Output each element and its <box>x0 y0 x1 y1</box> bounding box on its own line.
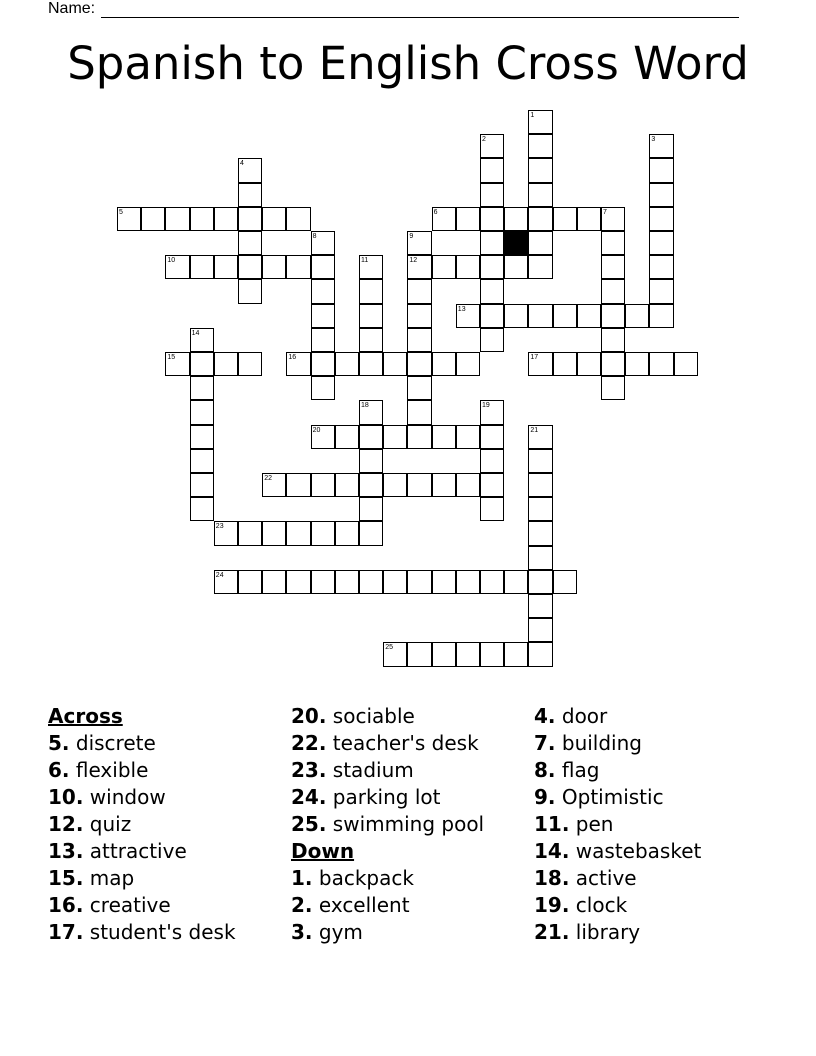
clue-number: 15 <box>167 354 176 361</box>
clue-item <box>534 865 701 892</box>
clue-item-number: 24. <box>291 785 327 809</box>
clue-item-text: window <box>89 785 166 809</box>
grid-cell[interactable] <box>407 304 431 328</box>
grid-cell[interactable] <box>286 473 310 497</box>
clue-item <box>291 757 484 784</box>
grid-cell[interactable] <box>528 521 552 545</box>
grid-cell[interactable] <box>480 207 504 231</box>
grid-cell[interactable] <box>190 473 214 497</box>
grid-cell[interactable] <box>528 594 552 618</box>
grid-cell[interactable] <box>214 255 238 279</box>
grid-cell[interactable] <box>311 376 335 400</box>
clue-item <box>48 757 236 784</box>
grid-cell[interactable] <box>456 207 480 231</box>
clue-item-text: parking lot <box>332 785 441 809</box>
grid-cell[interactable] <box>456 255 480 279</box>
grid-cell[interactable] <box>649 207 673 231</box>
clue-number: 18 <box>361 402 369 410</box>
clue-number: 23 <box>215 523 224 531</box>
grid-cell[interactable] <box>407 279 431 303</box>
grid-cell[interactable] <box>238 207 262 231</box>
grid-cell[interactable] <box>649 255 673 279</box>
clue-item <box>48 811 236 838</box>
clue-item-text: excellent <box>318 893 410 917</box>
grid-cell[interactable] <box>262 255 286 279</box>
clue-item-text: library <box>575 920 641 944</box>
grid-cell[interactable] <box>335 570 359 594</box>
clue-column-3 <box>534 703 701 946</box>
grid-cell[interactable] <box>528 497 552 521</box>
grid-cell[interactable] <box>190 255 214 279</box>
grid-cell[interactable] <box>359 570 383 594</box>
grid-cell[interactable] <box>480 158 504 182</box>
grid-cell[interactable] <box>359 473 383 497</box>
clue-item-text: flag <box>561 758 600 782</box>
clue-number: 5 <box>119 208 123 216</box>
grid-cell[interactable] <box>456 473 480 497</box>
grid-cell[interactable] <box>480 473 504 497</box>
grid-cell[interactable] <box>432 425 456 449</box>
grid-cell[interactable] <box>504 207 528 231</box>
grid-cell[interactable] <box>528 134 552 158</box>
page-title: Spanish to English Cross Word <box>67 37 749 90</box>
grid-cell[interactable] <box>286 521 310 545</box>
grid-cell[interactable] <box>359 449 383 473</box>
clue-number: 4 <box>240 160 244 168</box>
grid-cell[interactable] <box>335 425 359 449</box>
clue-item <box>534 757 701 784</box>
grid-cell[interactable] <box>262 207 286 231</box>
grid-cell[interactable] <box>286 207 310 231</box>
grid-cell[interactable] <box>504 304 528 328</box>
grid-cell[interactable] <box>359 352 383 376</box>
grid-cell[interactable] <box>407 570 431 594</box>
across-heading: Across <box>48 704 123 728</box>
clue-item-number: 25. <box>291 812 327 836</box>
grid-cell[interactable] <box>238 231 262 255</box>
grid-cell[interactable] <box>359 304 383 328</box>
grid-cell[interactable] <box>311 521 335 545</box>
clue-item <box>534 703 701 730</box>
grid-cell[interactable] <box>456 570 480 594</box>
grid-cell[interactable] <box>504 642 528 666</box>
clue-item <box>534 892 701 919</box>
clue-item-number: 14. <box>534 839 570 863</box>
grid-cell[interactable] <box>528 546 552 570</box>
grid-cell[interactable] <box>190 497 214 521</box>
clue-item-number: 15. <box>48 866 84 890</box>
clue-item-number: 4. <box>534 704 556 728</box>
grid-cell[interactable] <box>528 570 552 594</box>
grid-cell[interactable] <box>528 304 552 328</box>
clue-number: 11 <box>361 257 369 265</box>
clue-item <box>534 838 701 865</box>
grid-cell[interactable] <box>262 570 286 594</box>
grid-cell[interactable] <box>649 352 673 376</box>
clue-number: 14 <box>191 329 200 337</box>
grid-cell[interactable] <box>407 425 431 449</box>
grid-cell[interactable] <box>528 473 552 497</box>
clue-item-text: quiz <box>89 812 132 836</box>
clue-item-text: map <box>89 866 135 890</box>
grid-cell[interactable] <box>480 279 504 303</box>
clue-number: 12 <box>409 257 418 265</box>
clue-number: 10 <box>167 257 176 265</box>
grid-cell[interactable] <box>311 304 335 328</box>
grid-cell[interactable] <box>335 521 359 545</box>
clue-item-number: 2. <box>291 893 313 917</box>
grid-cell[interactable] <box>359 425 383 449</box>
clue-item <box>291 865 484 892</box>
clue-item-text: gym <box>318 920 363 944</box>
grid-cell[interactable] <box>214 207 238 231</box>
clue-item <box>291 784 484 811</box>
grid-cell[interactable] <box>480 328 504 352</box>
grid-cell[interactable] <box>407 352 431 376</box>
clue-column-2 <box>291 703 484 946</box>
grid-cell[interactable] <box>601 328 625 352</box>
clue-item-number: 20. <box>291 704 327 728</box>
clue-item-number: 9. <box>534 785 556 809</box>
grid-cell[interactable] <box>432 352 456 376</box>
clue-item <box>48 865 236 892</box>
clue-number: 7 <box>603 208 607 216</box>
clue-item <box>48 784 236 811</box>
clue-number: 13 <box>457 305 466 313</box>
grid-cell[interactable] <box>190 352 214 376</box>
grid-cell[interactable] <box>286 255 310 279</box>
grid-cell[interactable] <box>238 255 262 279</box>
clue-number: 20 <box>312 426 321 434</box>
grid-cell[interactable] <box>383 570 407 594</box>
clue-item-number: 7. <box>534 731 556 755</box>
grid-cell[interactable] <box>480 642 504 666</box>
grid-cell[interactable] <box>625 352 649 376</box>
grid-cell[interactable] <box>625 304 649 328</box>
clue-item-text: attractive <box>89 839 187 863</box>
clue-item-number: 1. <box>291 866 313 890</box>
grid-cell[interactable] <box>528 449 552 473</box>
grid-cell[interactable] <box>553 304 577 328</box>
grid-cell[interactable] <box>528 183 552 207</box>
clue-item-number: 16. <box>48 893 84 917</box>
grid-cell[interactable] <box>601 255 625 279</box>
grid-cell[interactable] <box>407 473 431 497</box>
grid-cell[interactable] <box>359 497 383 521</box>
black-cell <box>504 231 528 255</box>
clue-item <box>48 730 236 757</box>
grid-cell[interactable] <box>480 570 504 594</box>
grid-cell[interactable] <box>214 352 238 376</box>
name-label: Name: <box>48 0 96 17</box>
grid-cell[interactable] <box>649 304 673 328</box>
grid-cell[interactable] <box>383 425 407 449</box>
grid-cell[interactable] <box>432 570 456 594</box>
grid-cell[interactable] <box>504 255 528 279</box>
grid-cell[interactable] <box>335 352 359 376</box>
grid-cell[interactable] <box>480 231 504 255</box>
grid-cell[interactable] <box>359 279 383 303</box>
grid-cell[interactable] <box>480 183 504 207</box>
grid-cell[interactable] <box>528 207 552 231</box>
clue-item-text: teacher's desk <box>332 731 479 755</box>
grid-cell[interactable] <box>528 158 552 182</box>
clue-item-number: 8. <box>534 758 556 782</box>
clue-item-text: wastebasket <box>575 839 702 863</box>
grid-cell[interactable] <box>528 618 552 642</box>
clue-item-number: 22. <box>291 731 327 755</box>
clue-item-text: swimming pool <box>332 812 485 836</box>
clue-item-number: 6. <box>48 758 70 782</box>
clue-item <box>534 730 701 757</box>
grid-cell[interactable] <box>577 207 601 231</box>
clue-item-text: pen <box>575 812 614 836</box>
clue-item-number: 12. <box>48 812 84 836</box>
clue-item-text: active <box>575 866 637 890</box>
grid-cell[interactable] <box>165 207 189 231</box>
down-heading: Down <box>291 839 355 863</box>
clue-number: 21 <box>530 426 539 434</box>
grid-cell[interactable] <box>407 642 431 666</box>
clue-item-number: 13. <box>48 839 84 863</box>
clue-item <box>291 919 484 946</box>
grid-cell[interactable] <box>359 521 383 545</box>
grid-cell[interactable] <box>649 279 673 303</box>
clue-item <box>48 919 236 946</box>
grid-cell[interactable] <box>480 497 504 521</box>
clue-item-number: 11. <box>534 812 570 836</box>
grid-cell[interactable] <box>504 570 528 594</box>
clue-number: 2 <box>482 136 486 144</box>
clue-item-text: building <box>561 731 642 755</box>
clue-item <box>534 784 701 811</box>
grid-cell[interactable] <box>190 376 214 400</box>
grid-cell[interactable] <box>238 183 262 207</box>
grid-cell[interactable] <box>190 449 214 473</box>
clue-item-number: 19. <box>534 893 570 917</box>
grid-cell[interactable] <box>311 352 335 376</box>
grid-cell[interactable] <box>480 304 504 328</box>
grid-cell[interactable] <box>190 425 214 449</box>
clue-item-text: flexible <box>75 758 149 782</box>
grid-cell[interactable] <box>528 231 552 255</box>
clue-number: 3 <box>651 136 656 144</box>
grid-cell[interactable] <box>190 400 214 424</box>
clue-number: 24 <box>215 571 224 579</box>
clue-item-text: Optimistic <box>561 785 664 809</box>
clue-item-text: clock <box>575 893 628 917</box>
clue-item <box>291 730 484 757</box>
clue-item-number: 10. <box>48 785 84 809</box>
clue-item <box>48 838 236 865</box>
clue-item <box>291 892 484 919</box>
clue-number: 25 <box>385 644 393 652</box>
grid-cell[interactable] <box>480 255 504 279</box>
clue-item-number: 23. <box>291 758 327 782</box>
clue-item <box>534 811 701 838</box>
clue-item-text: stadium <box>332 758 414 782</box>
clue-number: 17 <box>530 354 539 361</box>
clue-item-text: backpack <box>318 866 414 890</box>
clue-number: 19 <box>482 402 490 410</box>
clue-item-number: 5. <box>48 731 70 755</box>
grid-cell[interactable] <box>601 376 625 400</box>
clue-number: 16 <box>288 354 297 361</box>
grid-cell[interactable] <box>601 352 625 376</box>
clue-number: 9 <box>409 233 414 240</box>
grid-cell[interactable] <box>456 352 480 376</box>
clue-item <box>534 919 701 946</box>
grid-cell[interactable] <box>238 570 262 594</box>
grid-cell[interactable] <box>601 304 625 328</box>
grid-cell[interactable] <box>553 352 577 376</box>
clue-number: 22 <box>264 475 272 482</box>
grid-cell[interactable] <box>528 255 552 279</box>
grid-cell[interactable] <box>383 473 407 497</box>
clue-item-text: door <box>561 704 608 728</box>
grid-cell[interactable] <box>456 425 480 449</box>
grid-cell[interactable] <box>238 352 262 376</box>
grid-cell[interactable] <box>311 328 335 352</box>
grid-cell[interactable] <box>432 642 456 666</box>
grid-cell[interactable] <box>432 255 456 279</box>
grid-cell[interactable] <box>601 231 625 255</box>
grid-cell[interactable] <box>674 352 698 376</box>
clue-item-text: creative <box>89 893 171 917</box>
clue-number: 6 <box>433 208 438 216</box>
grid-cell[interactable] <box>407 376 431 400</box>
clue-item-number: 17. <box>48 920 84 944</box>
grid-cell[interactable] <box>577 352 601 376</box>
grid-cell[interactable] <box>190 207 214 231</box>
grid-cell[interactable] <box>553 207 577 231</box>
grid-cell[interactable] <box>649 183 673 207</box>
grid-cell[interactable] <box>311 279 335 303</box>
grid-cell[interactable] <box>577 304 601 328</box>
clue-number: 1 <box>530 112 535 119</box>
grid-cell[interactable] <box>238 279 262 303</box>
grid-cell[interactable] <box>649 158 673 182</box>
grid-cell[interactable] <box>407 400 431 424</box>
grid-cell[interactable] <box>262 521 286 545</box>
clue-item-number: 18. <box>534 866 570 890</box>
grid-cell[interactable] <box>480 425 504 449</box>
clue-item-text: student's desk <box>89 920 236 944</box>
grid-cell[interactable] <box>311 570 335 594</box>
grid-cell[interactable] <box>286 570 310 594</box>
clue-item-text: discrete <box>75 731 156 755</box>
grid-cell[interactable] <box>432 473 456 497</box>
grid-cell[interactable] <box>311 255 335 279</box>
grid-cell[interactable] <box>141 207 165 231</box>
clue-item <box>291 703 484 730</box>
clue-item-number: 21. <box>534 920 570 944</box>
grid-cell[interactable] <box>601 279 625 303</box>
grid-cell[interactable] <box>553 570 577 594</box>
grid-cell[interactable] <box>359 328 383 352</box>
clue-number: 8 <box>312 233 317 240</box>
grid-cell[interactable] <box>480 449 504 473</box>
grid-cell[interactable] <box>649 231 673 255</box>
grid-cell[interactable] <box>383 352 407 376</box>
clue-item-number: 3. <box>291 920 313 944</box>
clue-item <box>291 811 484 838</box>
clue-item <box>48 892 236 919</box>
grid-cell[interactable] <box>528 642 552 666</box>
grid-cell[interactable] <box>407 328 431 352</box>
grid-cell[interactable] <box>311 473 335 497</box>
clue-item-text: sociable <box>332 704 415 728</box>
grid-cell[interactable] <box>238 521 262 545</box>
clue-column-1 <box>48 703 236 946</box>
grid-cell[interactable] <box>335 473 359 497</box>
grid-cell[interactable] <box>456 642 480 666</box>
